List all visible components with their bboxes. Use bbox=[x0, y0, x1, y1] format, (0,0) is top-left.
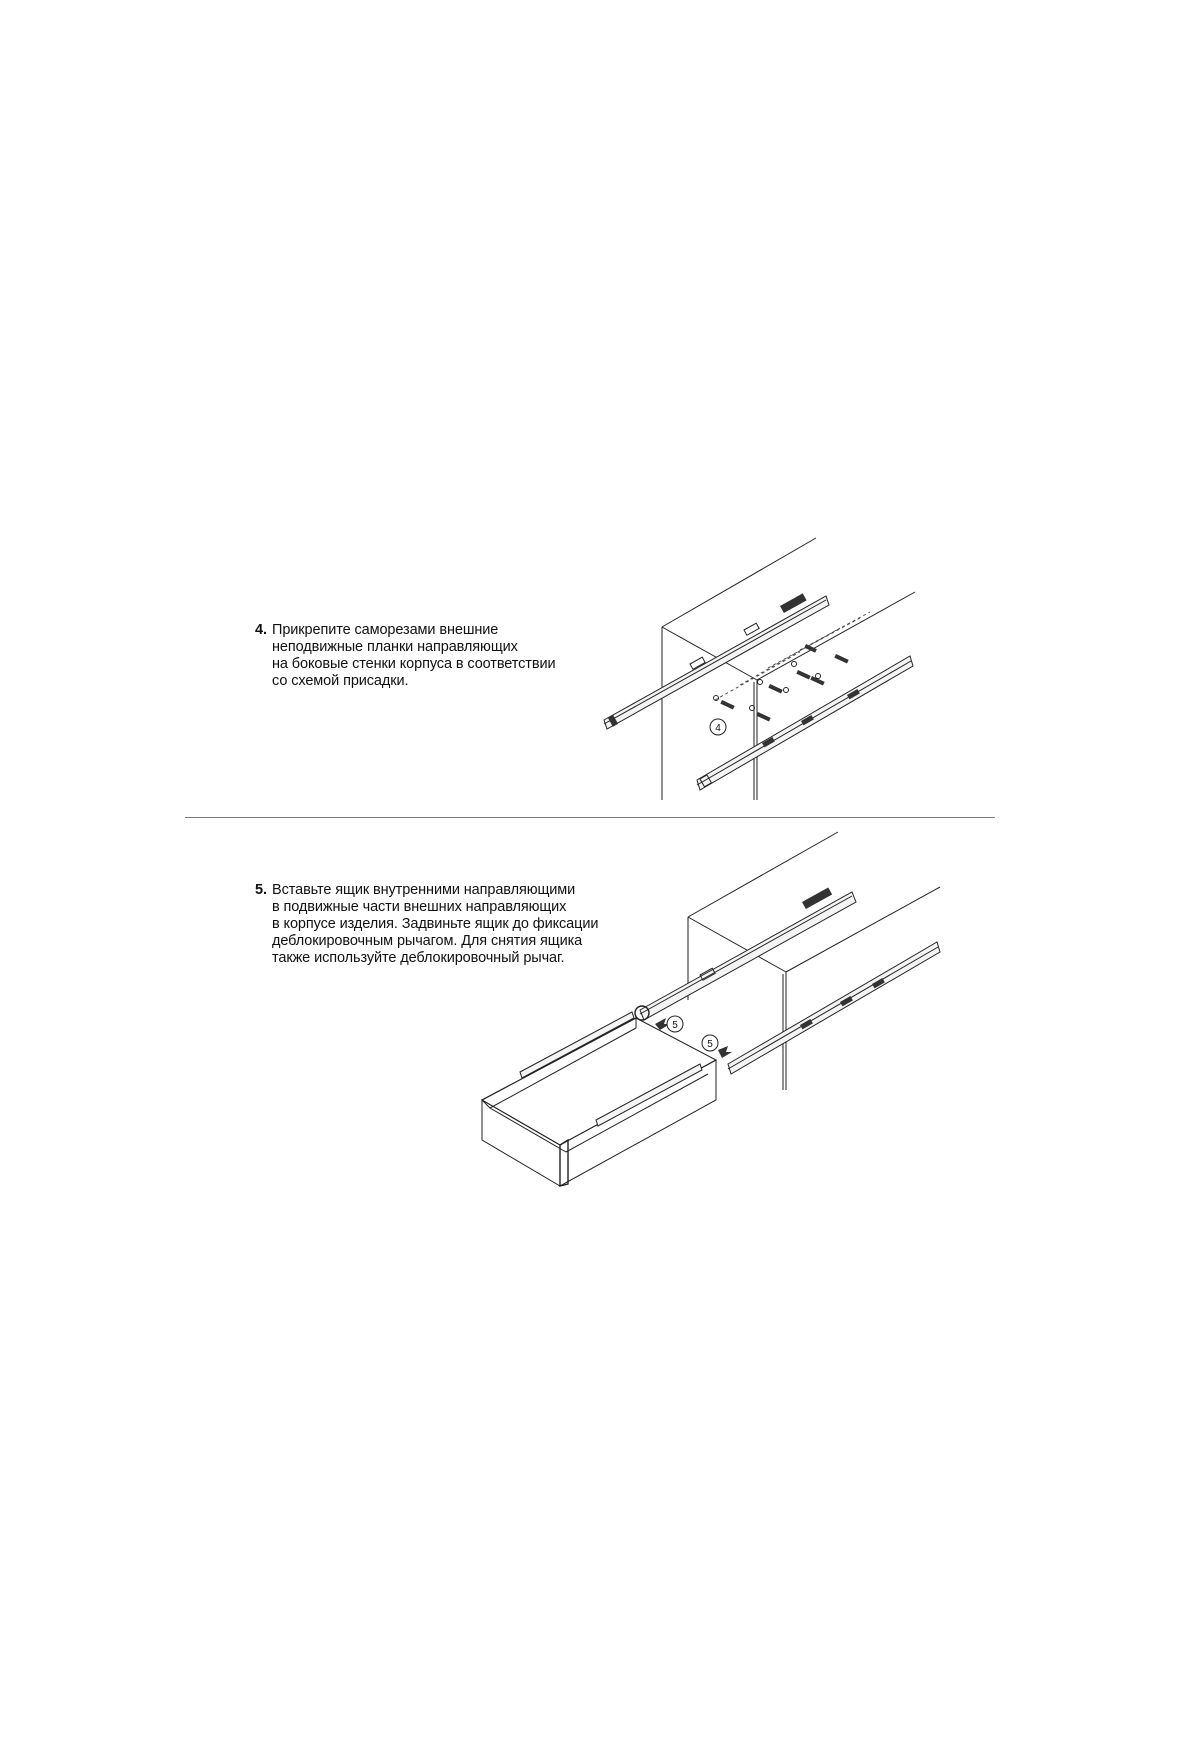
step-4-line-4: со схемой присадки. bbox=[272, 673, 409, 689]
step-5-line-1: 5. Вставьте ящик внутренними направляющими bbox=[255, 882, 576, 898]
callout-4-label: 4 bbox=[715, 723, 721, 734]
step-5-line-4: деблокировочным рычагом. Для снятия ящика bbox=[272, 933, 583, 949]
callout-5-left-label: 5 bbox=[672, 1020, 678, 1031]
callout-5-left bbox=[667, 1016, 683, 1032]
step-4-number: 4. bbox=[255, 622, 267, 638]
step-5-line-2: в подвижные части внешних направляющих bbox=[272, 899, 567, 915]
step-4-line-3: на боковые стенки корпуса в соответствии bbox=[272, 656, 556, 672]
drawer-box bbox=[482, 1012, 716, 1186]
step-4-line-2: неподвижные планки направляющих bbox=[272, 639, 518, 655]
step-5-line-5: также используйте деблокировочный рычаг. bbox=[272, 950, 565, 966]
step-5-number: 5. bbox=[255, 882, 267, 898]
lower-rail-step-5 bbox=[728, 942, 940, 1074]
step-5-line-3: в корпусе изделия. Задвиньте ящик до фиксации bbox=[272, 916, 599, 932]
callout-5-right-label: 5 bbox=[707, 1039, 713, 1050]
step-4-line-1: 4. Прикрепите саморезами внешние bbox=[255, 622, 499, 638]
callout-5-right bbox=[702, 1035, 718, 1051]
upper-rail-step-5 bbox=[635, 887, 856, 1020]
